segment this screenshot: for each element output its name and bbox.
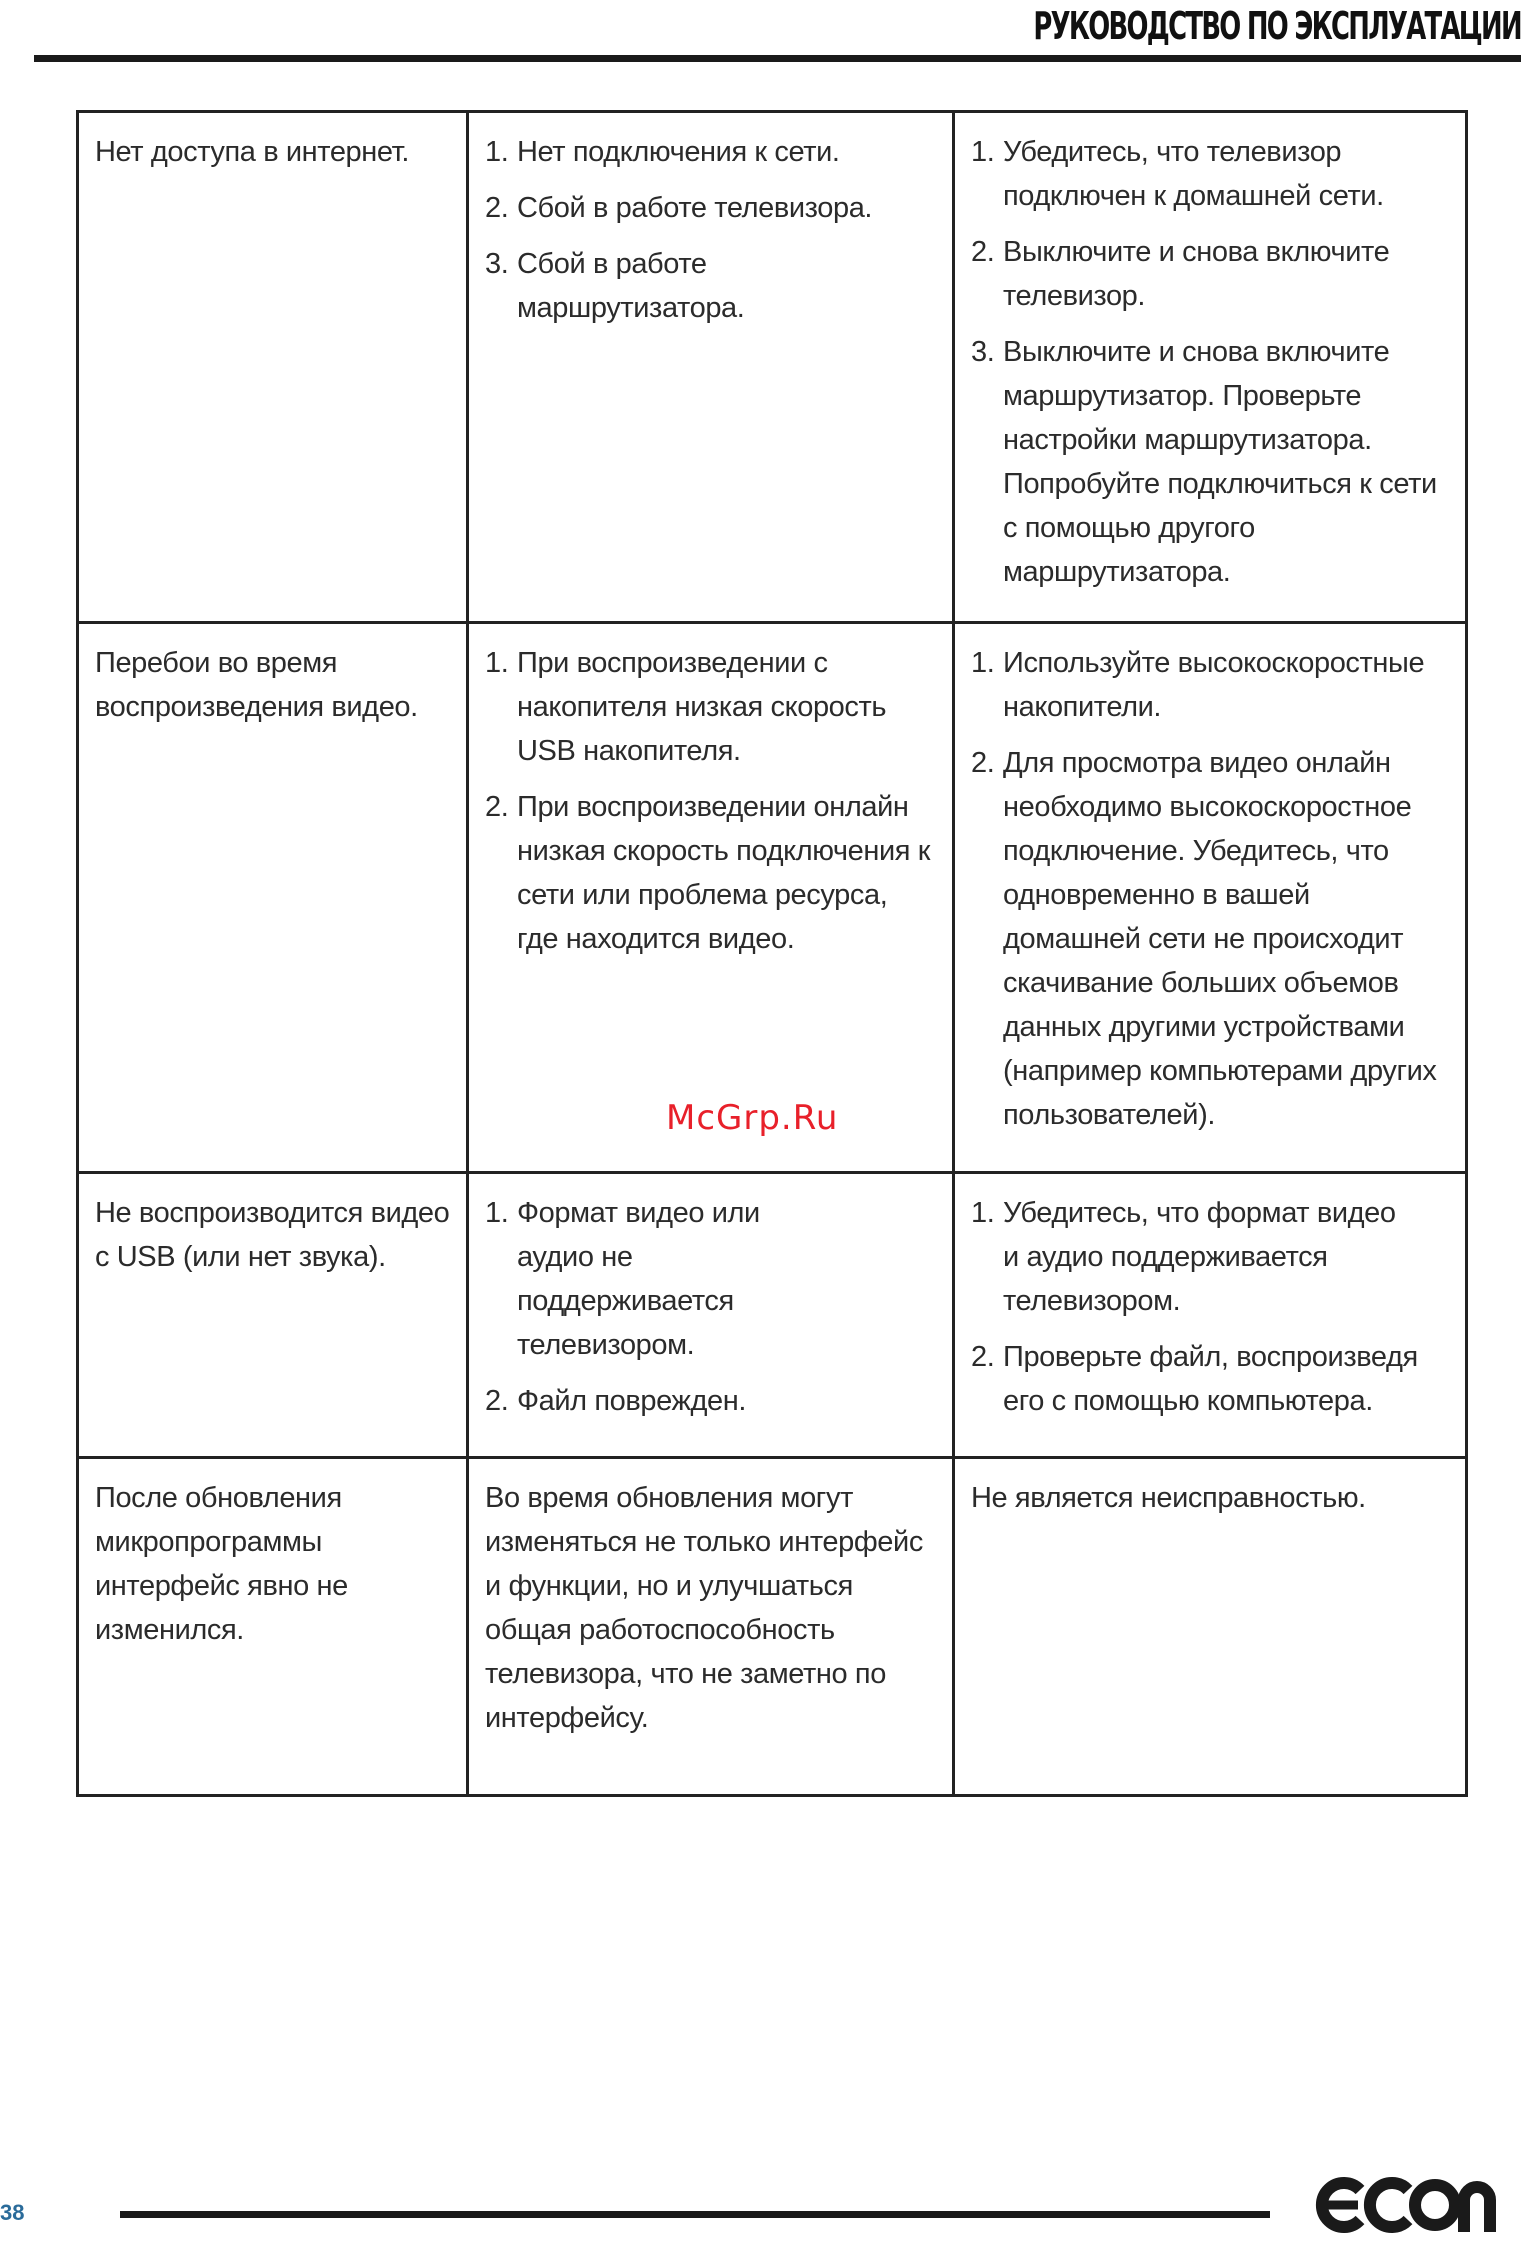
list-item: 1. Нет подключения к сети. — [485, 136, 840, 168]
watermark: McGrp.Ru — [666, 1098, 839, 1138]
cause-list — [485, 641, 936, 961]
cause-list — [485, 1191, 936, 1423]
cause-list — [485, 130, 936, 330]
header-divider — [34, 55, 1521, 62]
cause-cell — [468, 623, 954, 1173]
problem-cell — [78, 623, 468, 1173]
solution-cell — [954, 623, 1467, 1173]
cause-cell — [468, 112, 954, 623]
problem-text: Перебои во время воспроизведения видео. — [95, 647, 418, 723]
table-row — [78, 1173, 1467, 1458]
page-number: 38 — [0, 2200, 25, 2225]
list-item: 1. Убедитесь, что телевизор подключен к домашней сети. — [971, 136, 1384, 212]
solution-cell — [954, 112, 1467, 623]
footer-divider — [120, 2211, 1270, 2218]
list-item: 2. Выключите и снова включите телевизор. — [971, 236, 1390, 312]
list-item: 2. Сбой в работе телевизора. — [485, 192, 873, 224]
brand-logo — [1312, 2172, 1497, 2238]
troubleshooting-table — [76, 110, 1468, 1797]
list-item: 2. Проверьте файл, воспроизведя его с помощью компьютера. — [971, 1341, 1418, 1417]
list-item: 3. Сбой в работе маршрутизатора. — [485, 248, 745, 324]
list-item: 3. Выключите и снова включите маршрутизатор. Проверьте настройки маршрутизатора. Попробуйте подключиться к сети с помощью другого маршрутизатора. — [971, 336, 1437, 588]
list-item: 1. Формат видео или аудио не поддерживается телевизором. — [485, 1197, 760, 1361]
problem-text: Не воспроизводится видео с USB (или нет звука). — [95, 1197, 450, 1273]
solution-list — [971, 1191, 1449, 1423]
problem-cell — [78, 112, 468, 623]
list-item: 1. Убедитесь, что формат видео и аудио поддерживается телевизором. — [971, 1197, 1396, 1317]
list-item: 1. При воспроизведении с накопителя низкая скорость USB накопителя. — [485, 647, 887, 767]
solution-text: Не является неисправностью. — [971, 1482, 1366, 1514]
cause-cell — [468, 1173, 954, 1458]
solution-cell — [954, 1173, 1467, 1458]
cause-cell — [468, 1458, 954, 1796]
table-row — [78, 112, 1467, 623]
list-item: 2. При воспроизведении онлайн низкая скорость подключения к сети или проблема ресурса, где находится видео. — [485, 791, 931, 955]
cause-text: Во время обновления могут изменяться не только интерфейс и функции, но и улучшаться общая работоспособность телевизора, что не заметно по интерфейсу. — [485, 1482, 923, 1734]
problem-cell — [78, 1458, 468, 1796]
problem-text: Нет доступа в интернет. — [95, 136, 409, 168]
list-item: 2. Файл поврежден. — [485, 1385, 747, 1417]
table-row — [78, 623, 1467, 1173]
page-header-title: РУКОВОДСТВО ПО ЭКСПЛУАТАЦИИ — [1033, 4, 1521, 48]
solution-list — [971, 130, 1449, 594]
table-row — [78, 1458, 1467, 1796]
solution-cell — [954, 1458, 1467, 1796]
list-item: 1. Используйте высокоскоростные накопители. — [971, 647, 1425, 723]
solution-list — [971, 641, 1449, 1137]
problem-text: После обновления микропрограммы интерфейс явно не изменился. — [95, 1482, 348, 1646]
list-item: 2. Для просмотра видео онлайн необходимо высокоскоростное подключение. Убедитесь, что одновременно в вашей домашней сети не происходит скачивание больших объемов данных другими устройствами (например компьютерами других пользователей). — [971, 747, 1437, 1131]
problem-cell — [78, 1173, 468, 1458]
